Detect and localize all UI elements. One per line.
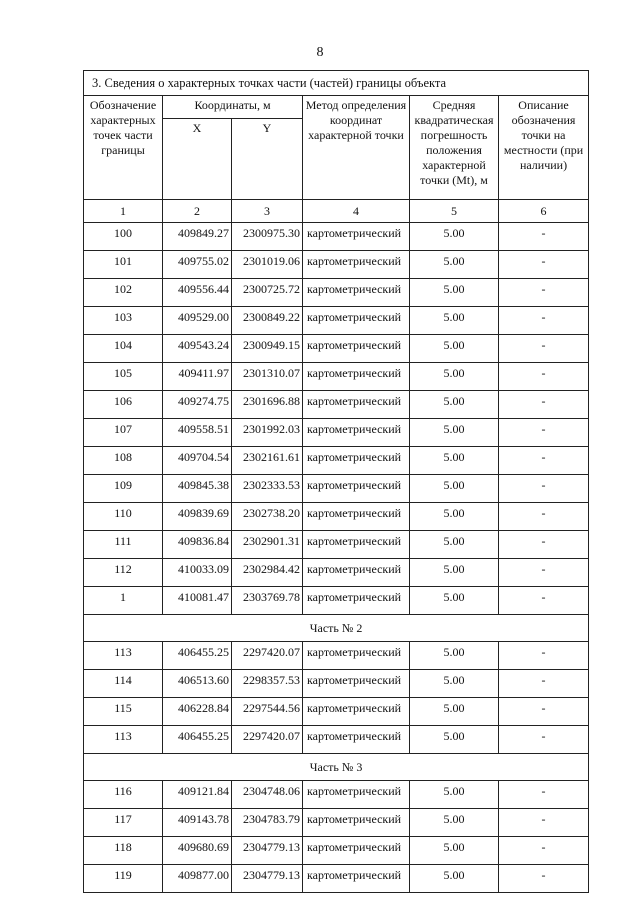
description-cell: -: [499, 503, 589, 531]
point-designation: 111: [84, 531, 163, 559]
table-row: [84, 503, 589, 531]
point-designation: 1: [84, 587, 163, 615]
coord-x: 410033.09: [163, 559, 232, 587]
method-cell: картометрический: [303, 865, 410, 893]
method-cell: картометрический: [303, 837, 410, 865]
column-number: 3: [232, 200, 303, 223]
error-cell: 5.00: [410, 279, 499, 307]
coord-y: 2300849.22: [232, 307, 303, 335]
header-y: Y: [232, 119, 303, 200]
table-row: [84, 670, 589, 698]
coord-y: 2302901.31: [232, 531, 303, 559]
point-designation: 104: [84, 335, 163, 363]
coord-y: 2302161.61: [232, 447, 303, 475]
table-row: [84, 531, 589, 559]
coord-y: 2297420.07: [232, 642, 303, 670]
coord-y: 2304748.06: [232, 781, 303, 809]
method-cell: картометрический: [303, 781, 410, 809]
table-row: [84, 726, 589, 754]
point-designation: 103: [84, 307, 163, 335]
coord-x: 409529.00: [163, 307, 232, 335]
coord-x: 409274.75: [163, 391, 232, 419]
error-cell: 5.00: [410, 363, 499, 391]
method-cell: картометрический: [303, 307, 410, 335]
part-title: Часть № 3: [84, 754, 589, 781]
method-cell: картометрический: [303, 670, 410, 698]
method-cell: картометрический: [303, 447, 410, 475]
description-cell: -: [499, 223, 589, 251]
coord-x: 406455.25: [163, 642, 232, 670]
table-row: [84, 447, 589, 475]
error-cell: 5.00: [410, 781, 499, 809]
boundary-points-table: [83, 70, 589, 893]
coord-y: 2302984.42: [232, 559, 303, 587]
method-cell: картометрический: [303, 223, 410, 251]
coord-y: 2301992.03: [232, 419, 303, 447]
description-cell: -: [499, 642, 589, 670]
description-cell: -: [499, 279, 589, 307]
coord-x: 409680.69: [163, 837, 232, 865]
table-body: [84, 223, 589, 893]
coord-x: 409877.00: [163, 865, 232, 893]
coord-y: 2302333.53: [232, 475, 303, 503]
part-title: Часть № 2: [84, 615, 589, 642]
coord-y: 2304783.79: [232, 809, 303, 837]
table-row: [84, 809, 589, 837]
method-cell: картометрический: [303, 279, 410, 307]
method-cell: картометрический: [303, 391, 410, 419]
description-cell: -: [499, 363, 589, 391]
table-row: [84, 559, 589, 587]
method-cell: картометрический: [303, 531, 410, 559]
error-cell: 5.00: [410, 642, 499, 670]
point-designation: 106: [84, 391, 163, 419]
table-row: [84, 475, 589, 503]
point-designation: 118: [84, 837, 163, 865]
coord-x: 409836.84: [163, 531, 232, 559]
error-cell: 5.00: [410, 837, 499, 865]
coord-x: 409849.27: [163, 223, 232, 251]
coord-y: 2300725.72: [232, 279, 303, 307]
point-designation: 117: [84, 809, 163, 837]
error-cell: 5.00: [410, 307, 499, 335]
coord-y: 2297544.56: [232, 698, 303, 726]
point-designation: 116: [84, 781, 163, 809]
method-cell: картометрический: [303, 335, 410, 363]
point-designation: 114: [84, 670, 163, 698]
coord-x: 409845.38: [163, 475, 232, 503]
method-cell: картометрический: [303, 726, 410, 754]
coord-x: 406228.84: [163, 698, 232, 726]
column-number: 6: [499, 200, 589, 223]
header-description: Описание обозначения точки на местности (при наличии): [499, 96, 589, 200]
point-designation: 109: [84, 475, 163, 503]
coord-x: 406513.60: [163, 670, 232, 698]
point-designation: 101: [84, 251, 163, 279]
table-row: [84, 698, 589, 726]
coord-y: 2301696.88: [232, 391, 303, 419]
method-cell: картометрический: [303, 503, 410, 531]
table-row: [84, 587, 589, 615]
page-number: 8: [316, 45, 324, 60]
error-cell: 5.00: [410, 531, 499, 559]
coord-x: 409755.02: [163, 251, 232, 279]
description-cell: -: [499, 781, 589, 809]
error-cell: 5.00: [410, 223, 499, 251]
error-cell: 5.00: [410, 865, 499, 893]
part-title-row: [84, 615, 589, 642]
coord-y: 2301310.07: [232, 363, 303, 391]
coord-x: 406455.25: [163, 726, 232, 754]
coord-x: 409704.54: [163, 447, 232, 475]
error-cell: 5.00: [410, 559, 499, 587]
table-row: [84, 419, 589, 447]
coord-x: 409556.44: [163, 279, 232, 307]
header-coordinates: Координаты, м: [163, 96, 303, 119]
method-cell: картометрический: [303, 698, 410, 726]
point-designation: 100: [84, 223, 163, 251]
header-x: X: [163, 119, 232, 200]
error-cell: 5.00: [410, 726, 499, 754]
error-cell: 5.00: [410, 391, 499, 419]
description-cell: -: [499, 391, 589, 419]
method-cell: картометрический: [303, 251, 410, 279]
coord-x: 409411.97: [163, 363, 232, 391]
coord-x: 409839.69: [163, 503, 232, 531]
point-designation: 105: [84, 363, 163, 391]
point-designation: 113: [84, 726, 163, 754]
error-cell: 5.00: [410, 251, 499, 279]
table-row: [84, 335, 589, 363]
coord-y: 2301019.06: [232, 251, 303, 279]
error-cell: 5.00: [410, 698, 499, 726]
boundary-points-sheet: [83, 70, 588, 893]
coord-y: 2304779.13: [232, 865, 303, 893]
point-designation: 115: [84, 698, 163, 726]
coord-y: 2300975.30: [232, 223, 303, 251]
coord-x: 409143.78: [163, 809, 232, 837]
description-cell: -: [499, 251, 589, 279]
coord-x: 409558.51: [163, 419, 232, 447]
coord-y: 2298357.53: [232, 670, 303, 698]
method-cell: картометрический: [303, 642, 410, 670]
point-designation: 102: [84, 279, 163, 307]
point-designation: 108: [84, 447, 163, 475]
column-number-row: [84, 200, 589, 223]
point-designation: 112: [84, 559, 163, 587]
point-designation: 107: [84, 419, 163, 447]
point-designation: 110: [84, 503, 163, 531]
method-cell: картометрический: [303, 587, 410, 615]
coord-y: 2302738.20: [232, 503, 303, 531]
description-cell: -: [499, 475, 589, 503]
description-cell: -: [499, 307, 589, 335]
table-row: [84, 307, 589, 335]
description-cell: -: [499, 698, 589, 726]
method-cell: картометрический: [303, 475, 410, 503]
description-cell: -: [499, 837, 589, 865]
table-row: [84, 251, 589, 279]
table-row: [84, 642, 589, 670]
coord-y: 2303769.78: [232, 587, 303, 615]
table-row: [84, 391, 589, 419]
method-cell: картометрический: [303, 363, 410, 391]
part-title-row: [84, 754, 589, 781]
table-caption: 3. Сведения о характерных точках части (частей) границы объекта: [84, 71, 589, 96]
table-row: [84, 865, 589, 893]
point-designation: 119: [84, 865, 163, 893]
column-number: 2: [163, 200, 232, 223]
table-row: [84, 363, 589, 391]
method-cell: картометрический: [303, 559, 410, 587]
coord-x: 409121.84: [163, 781, 232, 809]
description-cell: -: [499, 809, 589, 837]
table-row: [84, 279, 589, 307]
error-cell: 5.00: [410, 419, 499, 447]
table-row: [84, 223, 589, 251]
description-cell: -: [499, 559, 589, 587]
description-cell: -: [499, 865, 589, 893]
error-cell: 5.00: [410, 587, 499, 615]
error-cell: 5.00: [410, 447, 499, 475]
error-cell: 5.00: [410, 503, 499, 531]
error-cell: 5.00: [410, 670, 499, 698]
column-number: 1: [84, 200, 163, 223]
point-designation: 113: [84, 642, 163, 670]
description-cell: -: [499, 726, 589, 754]
description-cell: -: [499, 335, 589, 363]
coord-y: 2300949.15: [232, 335, 303, 363]
error-cell: 5.00: [410, 335, 499, 363]
header-method: Метод определения координат характерной точки: [303, 96, 410, 200]
table-row: [84, 837, 589, 865]
header-designation: Обозначение характерных точек части границы: [84, 96, 163, 200]
table-row: [84, 781, 589, 809]
description-cell: -: [499, 587, 589, 615]
description-cell: -: [499, 531, 589, 559]
header-error: Средняя квадратическая погрешность положения характерной точки (Мt), м: [410, 96, 499, 200]
error-cell: 5.00: [410, 475, 499, 503]
method-cell: картометрический: [303, 419, 410, 447]
coord-x: 409543.24: [163, 335, 232, 363]
method-cell: картометрический: [303, 809, 410, 837]
description-cell: -: [499, 670, 589, 698]
column-number: 5: [410, 200, 499, 223]
description-cell: -: [499, 447, 589, 475]
description-cell: -: [499, 419, 589, 447]
column-number: 4: [303, 200, 410, 223]
coord-y: 2297420.07: [232, 726, 303, 754]
coord-y: 2304779.13: [232, 837, 303, 865]
coord-x: 410081.47: [163, 587, 232, 615]
error-cell: 5.00: [410, 809, 499, 837]
